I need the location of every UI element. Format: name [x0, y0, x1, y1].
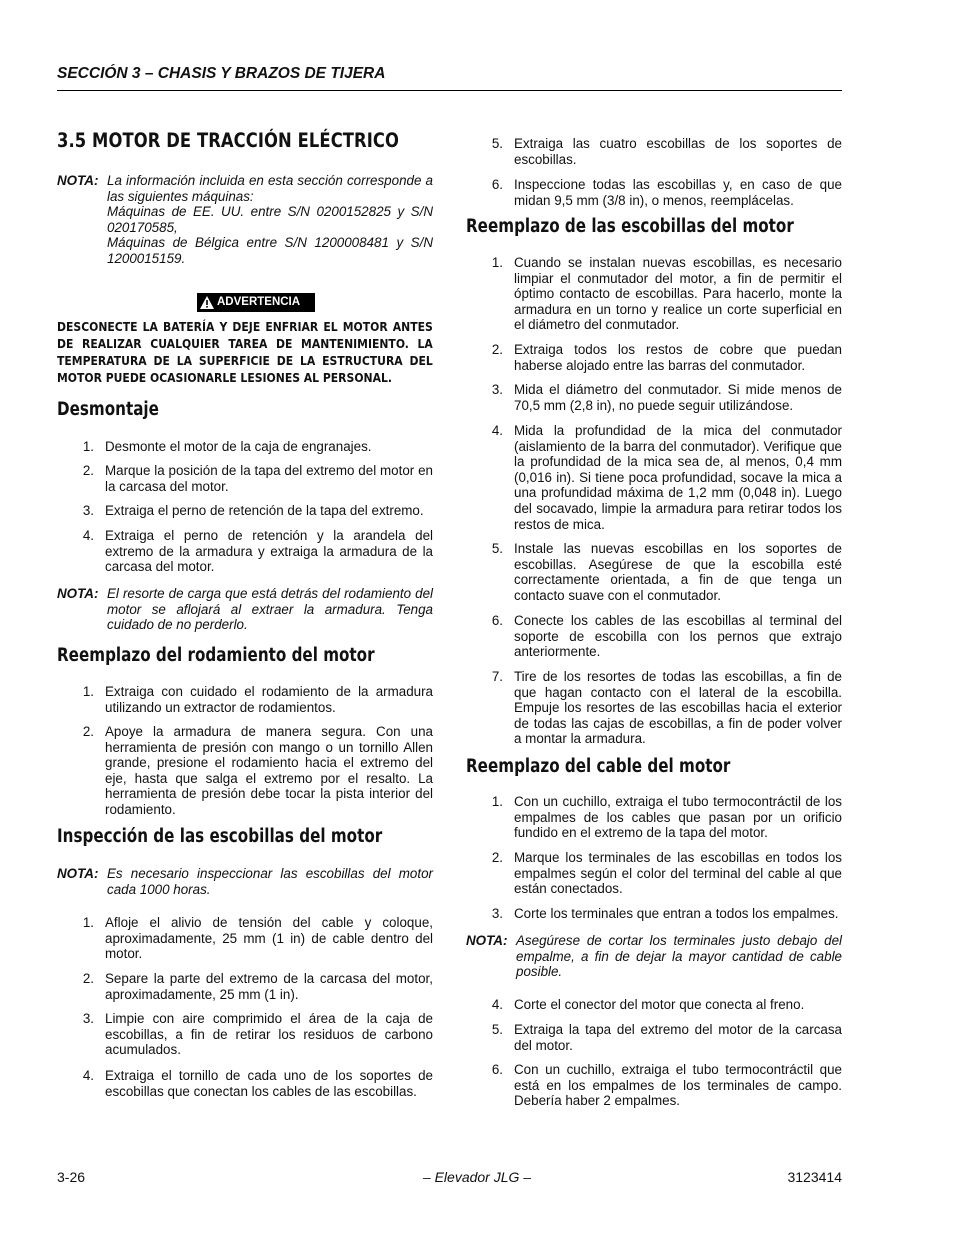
list-item: 2. Marque la posición de la tapa del extremo del motor en la carcasa del motor.	[82, 463, 433, 494]
list-item: 4. Extraiga el tornillo de cada uno de los soportes de escobillas que conectan los cables de las escobillas.	[82, 1068, 433, 1099]
heading-cable: Reemplazo del cable del motor	[466, 756, 731, 777]
list-item: 6. Conecte los cables de las escobillas al terminal del soporte de escobilla con los pernos que extrajo anteriormente.	[491, 613, 842, 660]
heading-reemplazo-escobillas: Reemplazo de las escobillas del motor	[466, 216, 794, 237]
list-item: 2. Marque los terminales de las escobillas en todos los empalmes según el color del terminal del cable al que están conectados.	[491, 850, 842, 897]
list-item: 5. Instale las nuevas escobillas en los soportes de escobillas. Asegúrese de que la escobilla esté correctamente orientada, a fin de que tenga un contacto suave con el conmutador.	[491, 541, 842, 603]
section-title: 3.5 MOTOR DE TRACCIÓN ELÉCTRICO	[57, 129, 400, 152]
note-line: Máquinas de EE. UU. entre S/N 0200152825 y S/N 020170585,	[107, 204, 433, 235]
list-item: 1. Afloje el alivio de tensión del cable y coloque, aproximadamente, 25 mm (1 in) de cable dentro del motor.	[82, 915, 433, 962]
list-item: 5. Extraiga las cuatro escobillas de los soportes de escobillas.	[491, 136, 842, 167]
list-item: 6. Con un cuchillo, extraiga el tubo termocontráctil que está en los empalmes de los terminales de campo. Debería haber 2 empalmes.	[491, 1062, 842, 1109]
page-number: 3-26	[57, 1169, 86, 1185]
list-item: 3. Corte los terminales que entran a todos los empalmes.	[491, 906, 839, 921]
list-item: 5. Extraiga la tapa del extremo del motor de la carcasa del motor.	[491, 1022, 842, 1053]
list-item: 3. Limpie con aire comprimido el área de la caja de escobillas, a fin de retirar los residuos de carbono acumulados.	[82, 1011, 433, 1058]
list-item: 7. Tire de los resortes de todas las escobillas, a fin de que hagan contacto con el lateral de la escobilla. Empuje los resortes de las escobillas hacia el exterior de todas las cajas de escobillas, a fin de poder volver a montar la armadura.	[491, 669, 842, 747]
section-header: SECCIÓN 3 – CHASIS Y BRAZOS DE TIJERA	[57, 65, 386, 82]
list-item: 3. Extraiga el perno de retención de la tapa del extremo.	[82, 503, 424, 518]
note-line: Máquinas de Bélgica entre S/N 1200008481 y S/N 1200015159.	[107, 235, 433, 266]
note-cable: NOTA: Asegúrese de cortar los terminales justo debajo del empalme, a fin de dejar la mayor cantidad de cable posible.	[466, 933, 842, 980]
footer-title: – Elevador JLG –	[422, 1169, 532, 1185]
document-number: 3123414	[787, 1169, 842, 1185]
warning-text: DESCONECTE LA BATERÍA Y DEJE ENFRIAR EL MOTOR ANTES DE REALIZAR CUALQUIER TAREA DE MANTENIMIENTO. LA TEMPERATURA DE LA SUPERFICIE DE LA ESTRUCTURA DEL MOTOR PUEDE OCASIONARLE LESIONES AL PERSONAL.	[57, 319, 433, 385]
note-resorte: NOTA: El resorte de carga que está detrás del rodamiento del motor se aflojará al extraer la armadura. Tenga cuidado de no perderlo.	[57, 586, 433, 633]
heading-rodamiento: Reemplazo del rodamiento del motor	[57, 645, 375, 666]
note-inspeccion: NOTA: Es necesario inspeccionar las escobillas del motor cada 1000 horas.	[57, 866, 433, 897]
list-item: 1. Con un cuchillo, extraiga el tubo termocontráctil de los empalmes de los cables que pasan por un orificio fundido en el extremo de la tapa del motor.	[491, 794, 842, 841]
warning-triangle-icon	[197, 293, 217, 312]
note-tag: NOTA:	[57, 173, 99, 188]
list-item: 1. Cuando se instalan nuevas escobillas, es necesario limpiar el conmutador del motor, a fin de permitir el óptimo contacto de escobillas. Para hacerlo, monte la armadura en un torno y realice un corte superficial en el diámetro del conmutador.	[491, 255, 842, 333]
warning-badge	[197, 293, 315, 312]
list-item: 4. Corte el conector del motor que conecta al freno.	[491, 997, 805, 1012]
list-item: 2. Extraiga todos los restos de cobre que puedan haberse alojado entre las barras del conmutador.	[491, 342, 842, 373]
heading-inspeccion: Inspección de las escobillas del motor	[57, 826, 383, 847]
list-item: 2. Apoye la armadura de manera segura. Con una herramienta de presión con mango o un tornillo Allen grande, presione el rodamiento hacia el extremo del eje, hasta que salga el extremo por el resalto. La herramienta de presión debe tocar la pista interior del rodamiento.	[82, 724, 433, 817]
list-item: 2. Separe la parte del extremo de la carcasa del motor, aproximadamente, 25 mm (1 in).	[82, 971, 433, 1002]
list-item: 6. Inspeccione todas las escobillas y, en caso de que midan 9,5 mm (3/8 in), o menos, reemplácelas.	[491, 177, 842, 208]
warning-label: ADVERTENCIA	[217, 295, 301, 308]
list-item: 1. Extraiga con cuidado el rodamiento de la armadura utilizando un extractor de rodamientos.	[82, 684, 433, 715]
note-machines	[57, 173, 433, 267]
heading-desmontaje: Desmontaje	[57, 399, 159, 420]
list-item: 1. Desmonte el motor de la caja de engranajes.	[82, 439, 372, 454]
list-item: 4. Extraiga el perno de retención y la arandela del extremo de la armadura y extraiga la armadura de la carcasa del motor.	[82, 528, 433, 575]
list-item: 4. Mida la profundidad de la mica del conmutador (aislamiento de la barra del conmutador). Verifique que la profundidad de la mica sea de, al menos, 0,4 mm (0,016 in). Si tiene poca profundidad, socave la mica a una profundidad máxima de 1,2 mm (0,048 in). Luego del socavado, limpie la armadura para retirar todos los restos de mica.	[491, 423, 842, 532]
note-line: La información incluida en esta sección corresponde a las siguientes máquinas:	[107, 173, 433, 204]
list-item: 3. Mida el diámetro del conmutador. Si mide menos de 70,5 mm (2,8 in), no puede seguir utilizándose.	[491, 382, 842, 413]
header-divider	[57, 90, 842, 91]
